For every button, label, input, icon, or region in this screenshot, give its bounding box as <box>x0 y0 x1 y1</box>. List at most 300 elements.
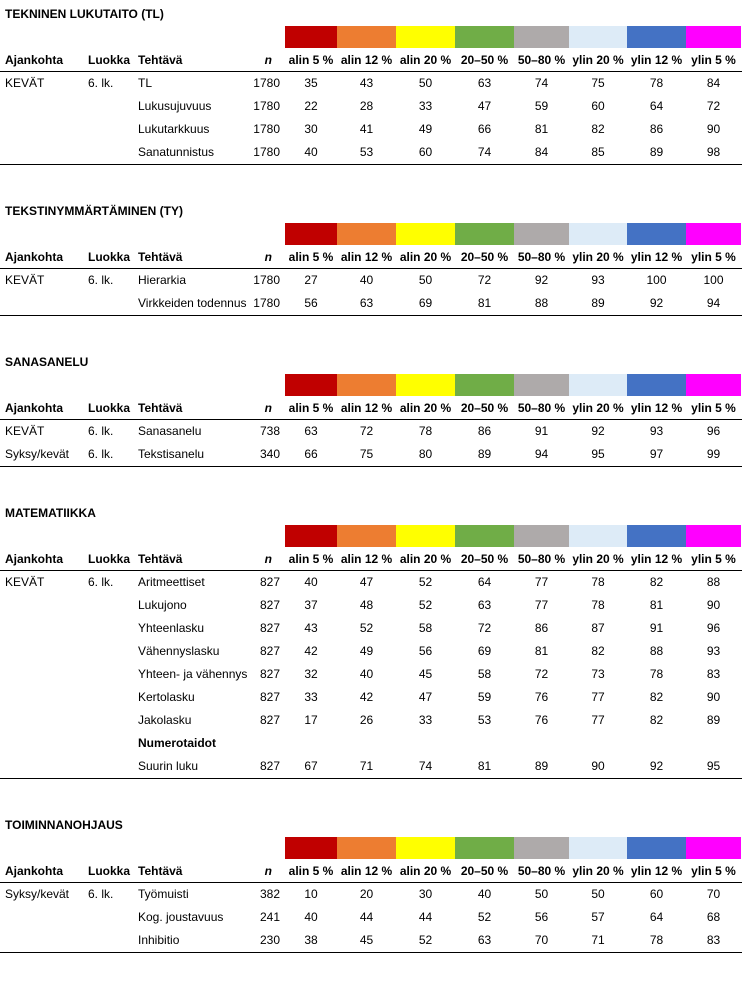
cell-value: 86 <box>477 424 492 438</box>
cell-value: 72 <box>534 667 549 681</box>
table-row <box>0 118 744 141</box>
band-color-swatch <box>337 525 396 547</box>
header-time: Ajankohta <box>5 53 64 67</box>
cell-value: 72 <box>359 424 374 438</box>
cell-value: 26 <box>359 713 374 727</box>
cell-value: 64 <box>649 910 664 924</box>
header-row <box>0 548 744 571</box>
header-band: ylin 20 % <box>572 53 624 67</box>
cell-value: 69 <box>477 644 492 658</box>
cell-n: 827 <box>259 621 280 635</box>
cell-task: Inhibitio <box>138 933 180 947</box>
cell-value: 82 <box>649 690 664 704</box>
cell-grade: 6. lk. <box>88 575 114 589</box>
cell-time: Syksy/kevät <box>5 447 70 461</box>
cell-value: 53 <box>359 145 374 159</box>
cell-task: Yhteen- ja vähennys <box>138 667 248 681</box>
header-band: 20–50 % <box>460 552 509 566</box>
header-band: alin 12 % <box>340 864 393 878</box>
cell-value: 92 <box>534 273 549 287</box>
cell-value: 40 <box>477 887 492 901</box>
cell-value: 93 <box>649 424 664 438</box>
cell-time: KEVÄT <box>5 575 45 589</box>
cell-value: 56 <box>418 644 433 658</box>
header-band: alin 5 % <box>288 53 334 67</box>
header-band: ylin 12 % <box>630 53 683 67</box>
cell-value: 90 <box>706 690 721 704</box>
band-color-swatch <box>569 26 627 48</box>
cell-value: 20 <box>359 887 374 901</box>
cell-value: 41 <box>359 122 374 136</box>
cell-value: 35 <box>304 76 318 90</box>
band-color-swatch <box>455 26 514 48</box>
cell-value: 47 <box>359 575 374 589</box>
band-color-swatch <box>285 223 337 245</box>
cell-value: 66 <box>304 447 318 461</box>
table-row <box>0 929 744 952</box>
color-legend <box>0 525 744 547</box>
cell-value: 44 <box>359 910 374 924</box>
cell-task: Virkkeiden todennus <box>138 296 247 310</box>
band-color-swatch <box>285 374 337 396</box>
band-color-swatch <box>285 525 337 547</box>
cell-n: 738 <box>259 424 280 438</box>
table-row <box>0 755 744 778</box>
table-row <box>0 420 744 443</box>
cell-value: 77 <box>534 575 549 589</box>
cell-n: 382 <box>259 887 280 901</box>
band-color-swatch <box>686 26 741 48</box>
table-row <box>0 883 744 906</box>
cell-value: 27 <box>304 273 318 287</box>
header-band: alin 20 % <box>399 401 452 415</box>
header-band: 50–80 % <box>517 401 566 415</box>
header-task: Tehtävä <box>138 401 183 415</box>
cell-value: 83 <box>706 667 721 681</box>
header-n: n <box>264 250 272 264</box>
cell-value: 97 <box>649 447 664 461</box>
header-time: Ajankohta <box>5 552 64 566</box>
cell-n: 1780 <box>253 296 280 310</box>
table-row <box>0 906 744 929</box>
cell-value: 38 <box>304 933 318 947</box>
cell-value: 66 <box>477 122 492 136</box>
cell-value: 91 <box>534 424 549 438</box>
header-band: alin 12 % <box>340 250 393 264</box>
header-grade: Luokka <box>88 53 131 67</box>
cell-task: Jakolasku <box>138 713 192 727</box>
band-color-swatch <box>686 525 741 547</box>
header-band: alin 20 % <box>399 53 452 67</box>
cell-value: 81 <box>534 122 549 136</box>
header-band: alin 5 % <box>288 552 334 566</box>
cell-value: 96 <box>706 424 721 438</box>
header-band: alin 12 % <box>340 401 393 415</box>
header-n: n <box>264 864 272 878</box>
cell-value: 100 <box>703 273 724 287</box>
cell-value: 70 <box>534 933 549 947</box>
cell-value: 81 <box>649 598 664 612</box>
cell-value: 85 <box>591 145 605 159</box>
header-task: Tehtävä <box>138 864 183 878</box>
cell-grade: 6. lk. <box>88 447 114 461</box>
header-time: Ajankohta <box>5 250 64 264</box>
cell-value: 92 <box>649 759 664 773</box>
cell-value: 92 <box>649 296 664 310</box>
band-color-swatch <box>569 223 627 245</box>
section-title: TEKSTINYMMÄRTÄMINEN (TY) <box>5 204 183 218</box>
table-row <box>0 732 744 755</box>
cell-n: 827 <box>259 667 280 681</box>
header-band: ylin 20 % <box>572 552 624 566</box>
section-title: TEKNINEN LUKUTAITO (TL) <box>5 7 164 21</box>
cell-value: 48 <box>359 598 374 612</box>
cell-value: 63 <box>477 76 492 90</box>
cell-value: 69 <box>418 296 433 310</box>
cell-n: 340 <box>259 447 280 461</box>
cell-value: 64 <box>649 99 664 113</box>
color-legend <box>0 837 744 859</box>
cell-value: 60 <box>591 99 605 113</box>
cell-value: 88 <box>649 644 664 658</box>
cell-value: 82 <box>591 644 605 658</box>
cell-value: 60 <box>649 887 664 901</box>
cell-value: 72 <box>706 99 721 113</box>
cell-value: 72 <box>477 273 492 287</box>
cell-value: 76 <box>534 713 549 727</box>
band-color-swatch <box>514 837 569 859</box>
header-n: n <box>264 53 272 67</box>
band-color-swatch <box>569 837 627 859</box>
cell-value: 77 <box>591 713 605 727</box>
cell-task: Sanatunnistus <box>138 145 215 159</box>
cell-time: Syksy/kevät <box>5 887 70 901</box>
band-color-swatch <box>514 26 569 48</box>
cell-value: 50 <box>591 887 605 901</box>
header-band: ylin 12 % <box>630 401 683 415</box>
header-band: alin 5 % <box>288 250 334 264</box>
cell-task: Aritmeettiset <box>138 575 205 589</box>
header-band: 50–80 % <box>517 53 566 67</box>
cell-value: 42 <box>304 644 318 658</box>
cell-value: 93 <box>591 273 605 287</box>
header-band: alin 20 % <box>399 250 452 264</box>
cell-n: 241 <box>259 910 280 924</box>
header-band: 20–50 % <box>460 250 509 264</box>
cell-task: Suurin luku <box>138 759 199 773</box>
header-band: ylin 20 % <box>572 250 624 264</box>
cell-value: 63 <box>477 598 492 612</box>
cell-value: 33 <box>304 690 318 704</box>
cell-value: 88 <box>534 296 549 310</box>
cell-value: 49 <box>418 122 433 136</box>
cell-value: 72 <box>477 621 492 635</box>
cell-value: 78 <box>649 667 664 681</box>
cell-value: 56 <box>304 296 318 310</box>
table-section <box>0 348 744 466</box>
cell-value: 50 <box>534 887 549 901</box>
cell-value: 71 <box>359 759 374 773</box>
cell-value: 37 <box>304 598 318 612</box>
cell-value: 89 <box>534 759 549 773</box>
band-color-swatch <box>455 525 514 547</box>
band-color-swatch <box>285 837 337 859</box>
cell-value: 28 <box>359 99 374 113</box>
cell-value: 95 <box>706 759 721 773</box>
header-band: ylin 12 % <box>630 864 683 878</box>
table-row <box>0 709 744 732</box>
table-row <box>0 95 744 118</box>
header-band: alin 20 % <box>399 864 452 878</box>
cell-grade: 6. lk. <box>88 273 114 287</box>
cell-value: 92 <box>591 424 605 438</box>
header-band: alin 5 % <box>288 401 334 415</box>
cell-value: 89 <box>591 296 605 310</box>
cell-value: 60 <box>418 145 433 159</box>
table-row <box>0 141 744 164</box>
cell-value: 98 <box>706 145 721 159</box>
cell-n: 1780 <box>253 273 280 287</box>
band-color-swatch <box>337 223 396 245</box>
cell-value: 88 <box>706 575 721 589</box>
cell-value: 40 <box>304 145 318 159</box>
table-row <box>0 663 744 686</box>
cell-value: 77 <box>591 690 605 704</box>
table-row <box>0 443 744 466</box>
cell-value: 90 <box>706 122 721 136</box>
cell-value: 40 <box>359 273 374 287</box>
header-band: ylin 5 % <box>691 552 736 566</box>
cell-value: 82 <box>591 122 605 136</box>
cell-task: Sanasanelu <box>138 424 202 438</box>
cell-value: 30 <box>304 122 318 136</box>
section-title: TOIMINNANOHJAUS <box>5 818 123 832</box>
cell-value: 10 <box>304 887 318 901</box>
table-section <box>0 197 744 315</box>
header-task: Tehtävä <box>138 552 183 566</box>
cell-value: 76 <box>534 690 549 704</box>
cell-task: Lukutarkkuus <box>138 122 210 136</box>
cell-value: 89 <box>706 713 721 727</box>
cell-value: 93 <box>706 644 721 658</box>
cell-n: 827 <box>259 690 280 704</box>
cell-value: 84 <box>534 145 549 159</box>
cell-value: 68 <box>706 910 721 924</box>
cell-value: 81 <box>477 296 492 310</box>
cell-value: 78 <box>649 933 664 947</box>
cell-task: Kog. joustavuus <box>138 910 224 924</box>
cell-value: 71 <box>591 933 605 947</box>
cell-time: KEVÄT <box>5 424 45 438</box>
cell-value: 58 <box>418 621 433 635</box>
band-color-swatch <box>455 374 514 396</box>
header-band: 50–80 % <box>517 250 566 264</box>
cell-value: 49 <box>359 644 374 658</box>
cell-value: 45 <box>359 933 374 947</box>
cell-value: 78 <box>591 598 605 612</box>
cell-value: 96 <box>706 621 721 635</box>
cell-value: 100 <box>646 273 667 287</box>
cell-value: 86 <box>534 621 549 635</box>
cell-task: Tekstisanelu <box>138 447 205 461</box>
band-color-swatch <box>686 223 741 245</box>
cell-value: 42 <box>359 690 374 704</box>
band-color-swatch <box>396 26 455 48</box>
header-grade: Luokka <box>88 250 131 264</box>
header-row <box>0 49 744 72</box>
band-color-swatch <box>396 223 455 245</box>
table-row <box>0 617 744 640</box>
cell-value: 52 <box>477 910 492 924</box>
band-color-swatch <box>396 374 455 396</box>
cell-value: 89 <box>477 447 492 461</box>
cell-grade: 6. lk. <box>88 76 114 90</box>
band-color-swatch <box>396 837 455 859</box>
cell-value: 78 <box>418 424 433 438</box>
cell-value: 43 <box>359 76 374 90</box>
header-grade: Luokka <box>88 864 131 878</box>
cell-value: 94 <box>706 296 721 310</box>
cell-value: 78 <box>649 76 664 90</box>
cell-value: 32 <box>304 667 318 681</box>
cell-value: 87 <box>591 621 605 635</box>
cell-value: 33 <box>418 713 433 727</box>
cell-value: 86 <box>649 122 664 136</box>
cell-value: 99 <box>706 447 721 461</box>
header-grade: Luokka <box>88 552 131 566</box>
cell-n: 1780 <box>253 76 280 90</box>
table-row <box>0 594 744 617</box>
cell-value: 40 <box>359 667 374 681</box>
cell-value: 58 <box>477 667 492 681</box>
cell-value: 75 <box>591 76 605 90</box>
cell-grade: 6. lk. <box>88 424 114 438</box>
band-color-swatch <box>569 374 627 396</box>
header-band: 20–50 % <box>460 864 509 878</box>
header-n: n <box>264 552 272 566</box>
cell-n: 827 <box>259 598 280 612</box>
band-color-swatch <box>514 374 569 396</box>
cell-value: 30 <box>418 887 433 901</box>
band-color-swatch <box>285 26 337 48</box>
cell-value: 56 <box>534 910 549 924</box>
cell-value: 81 <box>477 759 492 773</box>
cell-value: 17 <box>304 713 318 727</box>
header-band: ylin 5 % <box>691 250 736 264</box>
color-legend <box>0 374 744 396</box>
cell-value: 94 <box>534 447 549 461</box>
cell-grade: 6. lk. <box>88 887 114 901</box>
band-color-swatch <box>627 26 686 48</box>
cell-task: Kertolasku <box>138 690 195 704</box>
table-row <box>0 292 744 315</box>
section-title: SANASANELU <box>5 355 89 369</box>
header-band: ylin 5 % <box>691 864 736 878</box>
band-color-swatch <box>337 374 396 396</box>
cell-task: Lukujono <box>138 598 187 612</box>
band-color-swatch <box>686 837 741 859</box>
header-band: ylin 12 % <box>630 250 683 264</box>
header-band: ylin 5 % <box>691 53 736 67</box>
cell-value: 75 <box>359 447 374 461</box>
cell-task: Vähennyslasku <box>138 644 220 658</box>
cell-value: 63 <box>359 296 374 310</box>
header-band: ylin 20 % <box>572 401 624 415</box>
table-row <box>0 571 744 594</box>
header-n: n <box>264 401 272 415</box>
band-color-swatch <box>455 223 514 245</box>
cell-time: KEVÄT <box>5 273 45 287</box>
band-color-swatch <box>569 525 627 547</box>
band-color-swatch <box>686 374 741 396</box>
cell-n: 827 <box>259 575 280 589</box>
cell-n: 230 <box>259 933 280 947</box>
header-row <box>0 860 744 883</box>
cell-value: 78 <box>591 575 605 589</box>
header-band: 50–80 % <box>517 864 566 878</box>
cell-n: 1780 <box>253 122 280 136</box>
cell-value: 89 <box>649 145 664 159</box>
header-grade: Luokka <box>88 401 131 415</box>
header-band: 20–50 % <box>460 53 509 67</box>
cell-value: 63 <box>304 424 318 438</box>
table-row <box>0 72 744 95</box>
cell-value: 52 <box>418 598 433 612</box>
table-section <box>0 811 744 952</box>
section-bottom-rule <box>0 952 742 953</box>
cell-value: 74 <box>534 76 549 90</box>
cell-task: Numerotaidot <box>138 736 216 750</box>
cell-value: 90 <box>706 598 721 612</box>
table-row <box>0 269 744 292</box>
cell-time: KEVÄT <box>5 76 45 90</box>
band-color-swatch <box>627 837 686 859</box>
cell-n: 827 <box>259 713 280 727</box>
band-color-swatch <box>627 525 686 547</box>
table-row <box>0 686 744 709</box>
cell-value: 52 <box>418 575 433 589</box>
header-band: alin 20 % <box>399 552 452 566</box>
header-band: alin 5 % <box>288 864 334 878</box>
cell-value: 90 <box>591 759 605 773</box>
cell-value: 53 <box>477 713 492 727</box>
cell-value: 59 <box>534 99 549 113</box>
cell-value: 73 <box>591 667 605 681</box>
cell-value: 74 <box>477 145 492 159</box>
cell-value: 64 <box>477 575 492 589</box>
header-row <box>0 246 744 269</box>
cell-task: Lukusujuvuus <box>138 99 212 113</box>
header-time: Ajankohta <box>5 864 64 878</box>
header-task: Tehtävä <box>138 53 183 67</box>
header-band: alin 12 % <box>340 53 393 67</box>
cell-n: 827 <box>259 644 280 658</box>
cell-value: 77 <box>534 598 549 612</box>
cell-value: 50 <box>418 273 433 287</box>
band-color-swatch <box>514 223 569 245</box>
cell-n: 1780 <box>253 99 280 113</box>
cell-n: 827 <box>259 759 280 773</box>
cell-value: 63 <box>477 933 492 947</box>
cell-value: 81 <box>534 644 549 658</box>
cell-value: 40 <box>304 575 318 589</box>
color-legend <box>0 223 744 245</box>
cell-value: 33 <box>418 99 433 113</box>
cell-value: 82 <box>649 575 664 589</box>
header-band: ylin 5 % <box>691 401 736 415</box>
cell-value: 50 <box>418 76 433 90</box>
cell-value: 67 <box>304 759 318 773</box>
